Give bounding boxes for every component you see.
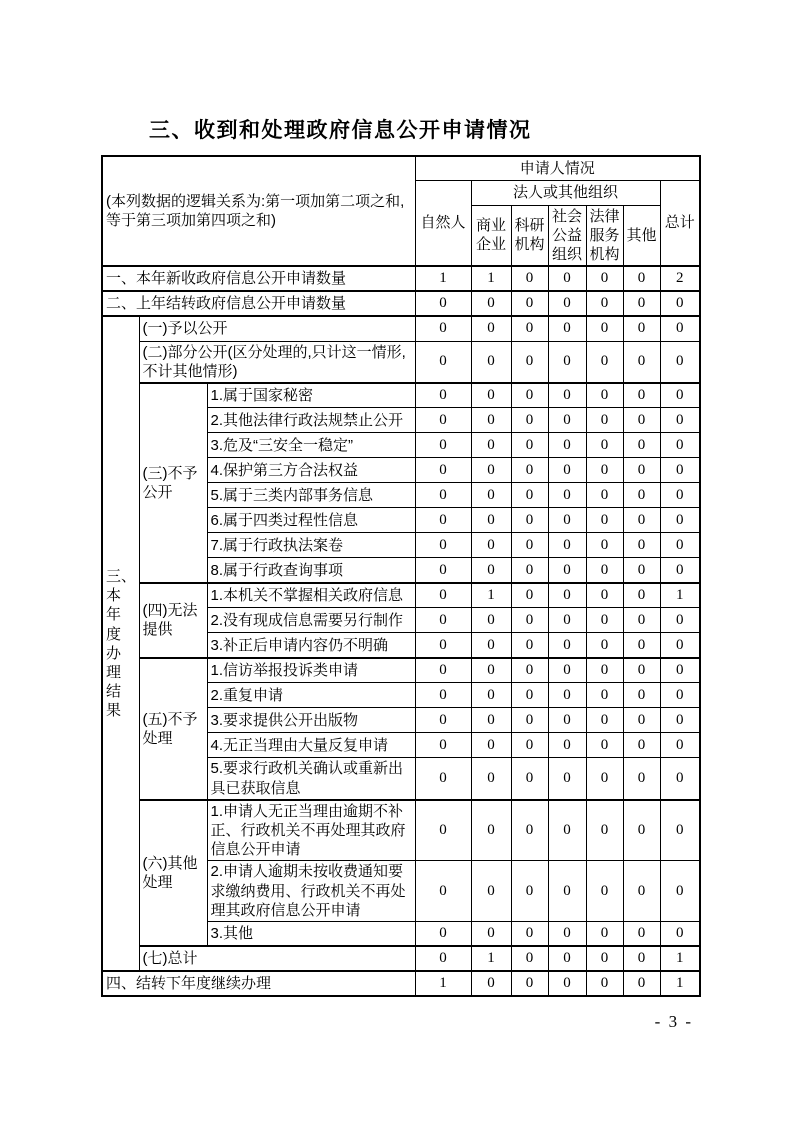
value-cell: 0 [415,558,471,583]
value-cell: 0 [623,558,660,583]
header-col-total: 总计 [660,180,700,266]
row-label: 3.要求提供公开出版物 [207,708,415,733]
row-label: 1.本机关不掌握相关政府信息 [207,583,415,608]
value-cell: 0 [623,708,660,733]
value-cell: 0 [586,683,623,708]
value-cell: 0 [511,341,548,383]
value-cell: 0 [660,383,700,408]
value-cell: 0 [511,683,548,708]
value-cell: 0 [415,733,471,758]
table-row [102,658,700,683]
value-cell: 0 [623,658,660,683]
value-cell: 0 [660,341,700,383]
value-cell: 0 [511,408,548,433]
value-cell: 0 [548,861,586,922]
report-table [101,155,701,997]
value-cell: 0 [511,583,548,608]
value-cell: 0 [511,861,548,922]
row-label: 2.没有现成信息需要另行制作 [207,608,415,633]
value-cell: 0 [415,291,471,316]
value-cell: 0 [623,971,660,996]
value-cell: 0 [415,608,471,633]
value-cell: 0 [623,433,660,458]
value-cell: 0 [586,733,623,758]
value-cell: 0 [586,583,623,608]
row-label: 3.危及“三安全一稳定” [207,433,415,458]
header-row-1 [102,156,700,180]
value-cell: 0 [660,608,700,633]
value-cell: 0 [511,633,548,658]
value-cell: 0 [471,383,511,408]
header-col-legal-service-org: 法律服务机构 [586,205,623,266]
value-cell: 0 [511,971,548,996]
value-cell: 0 [471,800,511,861]
row-label: 2.申请人逾期未按收费通知要求缴纳费用、行政机关不再处理其政府信息公开申请 [207,861,415,922]
value-cell: 0 [586,608,623,633]
row-label: 8.属于行政查询事项 [207,558,415,583]
value-cell: 0 [660,458,700,483]
value-cell: 0 [415,316,471,341]
value-cell: 0 [586,341,623,383]
value-cell: 0 [511,433,548,458]
header-col-research-institution: 科研机构 [511,205,548,266]
value-cell: 0 [586,861,623,922]
value-cell: 0 [548,708,586,733]
section-vertical-label: 三、本年度办理结果 [102,316,139,971]
header-col-social-welfare-org: 社会公益组织 [548,205,586,266]
table-row [102,583,700,608]
value-cell: 0 [511,758,548,800]
value-cell: 0 [623,508,660,533]
value-cell: 0 [660,433,700,458]
value-cell: 0 [471,658,511,683]
table-row [102,971,700,996]
value-cell: 0 [471,633,511,658]
value-cell: 0 [548,946,586,971]
value-cell: 1 [471,583,511,608]
value-cell: 0 [586,433,623,458]
value-cell: 0 [415,946,471,971]
value-cell: 0 [623,408,660,433]
value-cell: 0 [415,508,471,533]
value-cell: 1 [660,971,700,996]
value-cell: 0 [511,533,548,558]
value-cell: 0 [548,383,586,408]
row-label: 2.其他法律行政法规禁止公开 [207,408,415,433]
value-cell: 0 [548,341,586,383]
value-cell: 0 [511,946,548,971]
value-cell: 0 [548,758,586,800]
value-cell: 0 [511,558,548,583]
value-cell: 0 [548,633,586,658]
value-cell: 0 [548,608,586,633]
value-cell: 0 [660,558,700,583]
value-cell: 0 [586,708,623,733]
header-col-other: 其他 [623,205,660,266]
value-cell: 0 [415,633,471,658]
value-cell: 0 [471,408,511,433]
value-cell: 0 [471,508,511,533]
value-cell: 0 [511,608,548,633]
row-label: 四、结转下年度继续办理 [102,971,415,996]
value-cell: 0 [415,408,471,433]
value-cell: 0 [586,971,623,996]
page-number: - 3 - [654,1012,693,1031]
value-cell: 0 [548,733,586,758]
value-cell: 0 [586,316,623,341]
value-cell: 0 [415,341,471,383]
row-label: 7.属于行政执法案卷 [207,533,415,558]
value-cell: 0 [660,758,700,800]
value-cell: 0 [511,658,548,683]
table-row [102,291,700,316]
value-cell: 0 [415,758,471,800]
value-cell: 0 [548,458,586,483]
table-row [102,800,700,861]
value-cell: 0 [660,533,700,558]
value-cell: 0 [660,408,700,433]
value-cell: 1 [415,971,471,996]
page-title: 三、收到和处理政府信息公开申请情况 [149,119,532,142]
value-cell: 0 [586,408,623,433]
value-cell: 0 [660,658,700,683]
value-cell: 0 [548,433,586,458]
header-col-natural-person: 自然人 [415,180,471,266]
value-cell: 0 [471,733,511,758]
value-cell: 0 [586,558,623,583]
value-cell: 1 [415,266,471,291]
value-cell: 0 [548,658,586,683]
value-cell: 0 [660,483,700,508]
value-cell: 0 [660,861,700,922]
group-label: (六)其他处理 [139,800,207,947]
value-cell: 0 [660,921,700,946]
value-cell: 0 [471,921,511,946]
value-cell: 0 [415,583,471,608]
row-label: 二、上年结转政府信息公开申请数量 [102,291,415,316]
table-row [102,316,700,341]
value-cell: 0 [511,458,548,483]
value-cell: 0 [548,508,586,533]
table-row [102,946,700,971]
value-cell: 0 [623,683,660,708]
value-cell: 1 [660,583,700,608]
value-cell: 0 [623,733,660,758]
value-cell: 1 [471,266,511,291]
row-label: 5.属于三类内部事务信息 [207,483,415,508]
row-label: 1.申请人无正当理由逾期不补正、行政机关不再处理其政府信息公开申请 [207,800,415,861]
value-cell: 0 [623,341,660,383]
value-cell: 0 [511,733,548,758]
row-label: 1.属于国家秘密 [207,383,415,408]
value-cell: 0 [660,508,700,533]
value-cell: 0 [623,608,660,633]
row-label: 3.其他 [207,921,415,946]
value-cell: 0 [586,266,623,291]
table-row [102,341,700,383]
value-cell: 1 [660,946,700,971]
value-cell: 0 [511,508,548,533]
value-cell: 0 [471,433,511,458]
value-cell: 0 [548,800,586,861]
value-cell: 0 [586,291,623,316]
table-row [102,383,700,408]
value-cell: 0 [415,921,471,946]
value-cell: 0 [660,291,700,316]
value-cell: 0 [511,316,548,341]
row-label: 2.重复申请 [207,683,415,708]
value-cell: 0 [586,800,623,861]
value-cell: 0 [471,316,511,341]
value-cell: 0 [660,683,700,708]
value-cell: 0 [623,861,660,922]
value-cell: 0 [415,861,471,922]
value-cell: 0 [623,483,660,508]
table-header [102,156,700,266]
group-label: (三)不予公开 [139,383,207,583]
row-label: (二)部分公开(区分处理的,只计这一情形,不计其他情形) [139,341,415,383]
value-cell: 0 [471,758,511,800]
value-cell: 0 [511,800,548,861]
header-applicant-group: 申请人情况 [415,156,700,180]
value-cell: 0 [415,800,471,861]
value-cell: 0 [415,533,471,558]
value-cell: 0 [548,921,586,946]
group-label: (五)不予处理 [139,658,207,800]
row-label: 5.要求行政机关确认或重新出具已获取信息 [207,758,415,800]
value-cell: 0 [586,633,623,658]
value-cell: 0 [471,861,511,922]
value-cell: 0 [415,383,471,408]
value-cell: 0 [415,683,471,708]
value-cell: 0 [471,533,511,558]
value-cell: 0 [586,483,623,508]
row-label: (七)总计 [139,946,415,971]
row-label: 4.保护第三方合法权益 [207,458,415,483]
value-cell: 0 [471,683,511,708]
value-cell: 0 [586,458,623,483]
group-label: (四)无法提供 [139,583,207,658]
value-cell: 0 [548,408,586,433]
value-cell: 0 [586,658,623,683]
value-cell: 0 [471,291,511,316]
value-cell: 0 [548,558,586,583]
value-cell: 0 [548,683,586,708]
value-cell: 0 [415,658,471,683]
value-cell: 0 [471,971,511,996]
table-body [102,266,700,996]
table-row [102,266,700,291]
row-label: (一)予以公开 [139,316,415,341]
value-cell: 0 [511,921,548,946]
value-cell: 0 [586,508,623,533]
value-cell: 0 [586,946,623,971]
value-cell: 0 [548,266,586,291]
value-cell: 0 [548,971,586,996]
value-cell: 0 [586,758,623,800]
row-label: 4.无正当理由大量反复申请 [207,733,415,758]
value-cell: 0 [548,483,586,508]
header-col-commercial-enterprise: 商业企业 [471,205,511,266]
value-cell: 0 [511,483,548,508]
value-cell: 0 [511,383,548,408]
value-cell: 0 [415,458,471,483]
value-cell: 0 [586,921,623,946]
value-cell: 0 [660,316,700,341]
value-cell: 0 [623,383,660,408]
value-cell: 0 [623,800,660,861]
value-cell: 0 [471,708,511,733]
value-cell: 1 [471,946,511,971]
row-label: 3.补正后申请内容仍不明确 [207,633,415,658]
value-cell: 0 [415,433,471,458]
value-cell: 0 [623,458,660,483]
value-cell: 0 [660,708,700,733]
value-cell: 0 [623,633,660,658]
value-cell: 0 [623,946,660,971]
value-cell: 0 [415,483,471,508]
value-cell: 0 [548,583,586,608]
row-label: 6.属于四类过程性信息 [207,508,415,533]
value-cell: 0 [471,608,511,633]
value-cell: 0 [623,291,660,316]
value-cell: 0 [623,316,660,341]
value-cell: 0 [586,383,623,408]
table-note: (本列数据的逻辑关系为:第一项加第二项之和,等于第三项加第四项之和) [102,156,415,266]
value-cell: 0 [623,266,660,291]
value-cell: 0 [623,583,660,608]
value-cell: 0 [471,341,511,383]
value-cell: 0 [660,633,700,658]
value-cell: 0 [623,921,660,946]
value-cell: 0 [586,533,623,558]
value-cell: 0 [511,266,548,291]
value-cell: 0 [415,708,471,733]
value-cell: 0 [511,291,548,316]
value-cell: 0 [623,533,660,558]
value-cell: 0 [548,291,586,316]
value-cell: 0 [471,458,511,483]
value-cell: 2 [660,266,700,291]
value-cell: 0 [511,708,548,733]
value-cell: 0 [471,558,511,583]
value-cell: 0 [548,533,586,558]
value-cell: 0 [660,800,700,861]
value-cell: 0 [623,758,660,800]
row-label: 一、本年新收政府信息公开申请数量 [102,266,415,291]
value-cell: 0 [660,733,700,758]
header-legal-org-group: 法人或其他组织 [471,180,660,205]
value-cell: 0 [548,316,586,341]
value-cell: 0 [471,483,511,508]
row-label: 1.信访举报投诉类申请 [207,658,415,683]
